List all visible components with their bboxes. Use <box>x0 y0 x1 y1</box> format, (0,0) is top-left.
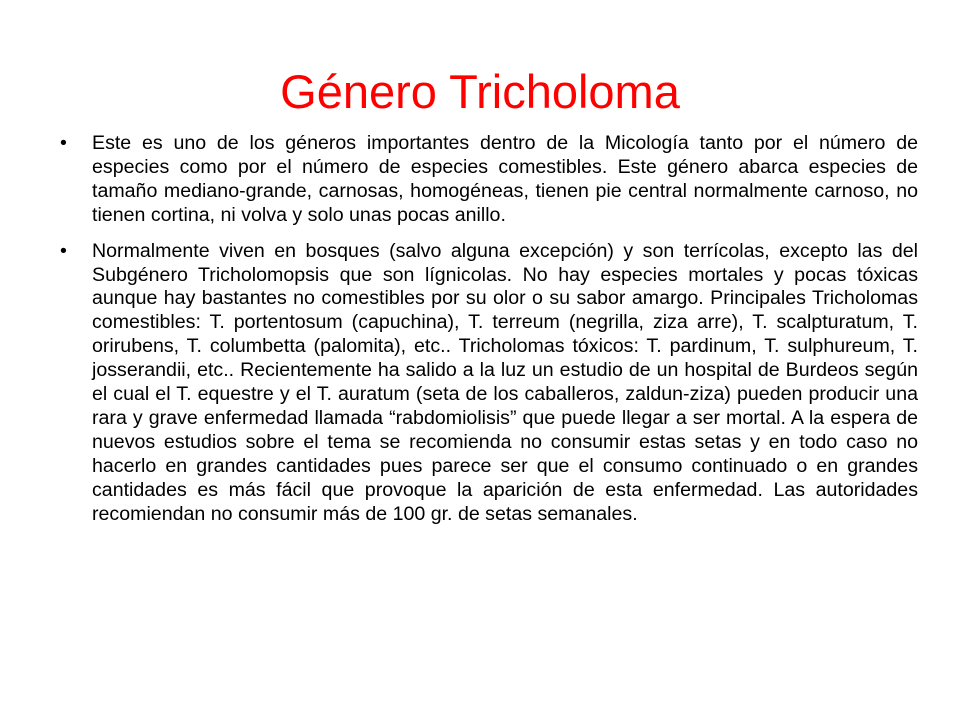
bullet-text: Este es uno de los géneros importantes dentro de la Micología tanto por el número de especies como por el número de especies comestibles. Este género abarca especies de tamaño mediano-grande, carnosas, homogéneas, tienen pie central normalmente carnoso, no tienen cortina, ni volva y solo unas pocas anillo. <box>92 132 918 226</box>
bullet-dot-icon: • <box>60 239 67 262</box>
bullet-dot-icon: • <box>60 132 67 154</box>
slide-title: Género Tricholoma <box>280 65 680 118</box>
bullet-text: Normalmente viven en bosques (salvo alguna excepción) y son terrícolas, excepto las del Subgénero Tricholomopsis que son lígnicolas. No hay especies mortales y pocas tóxicas aunque hay bastantes no comestibles por su olor o su sabor amargo. Principales Tricholomas comestibles: T. portentosum (capuchina), T. terreum (negrilla, ziza arre), T. scalpturatum, T. orirubens, T. columbetta (palomita), etc.. Tricholomas tóxicos: T. pardinum, T. sulphureum, T. josserandii, etc.. Recientemente ha salido a la luz un estudio de un hospital de Burdeos según el cual el T. equestre y el T. auratum (seta de los caballeros, zaldun-ziza) pueden producir una rara y grave enfermedad llamada “rabdomiolisis” que puede llegar a ser mortal. A la espera de nuevos estudios sobre el tema se recomienda no consumir estas setas y en todo caso no hacerlo en grandes cantidades pues parece ser que el consumo continuado o en grandes cantidades es más fácil que provoque la aparición de esta enfermedad. Las autoridades recomiendan no consumir más de 100 gr. de setas semanales. <box>92 239 918 525</box>
bullet-item <box>58 240 918 527</box>
bullet-list <box>58 132 918 527</box>
bullet-item <box>58 132 918 228</box>
